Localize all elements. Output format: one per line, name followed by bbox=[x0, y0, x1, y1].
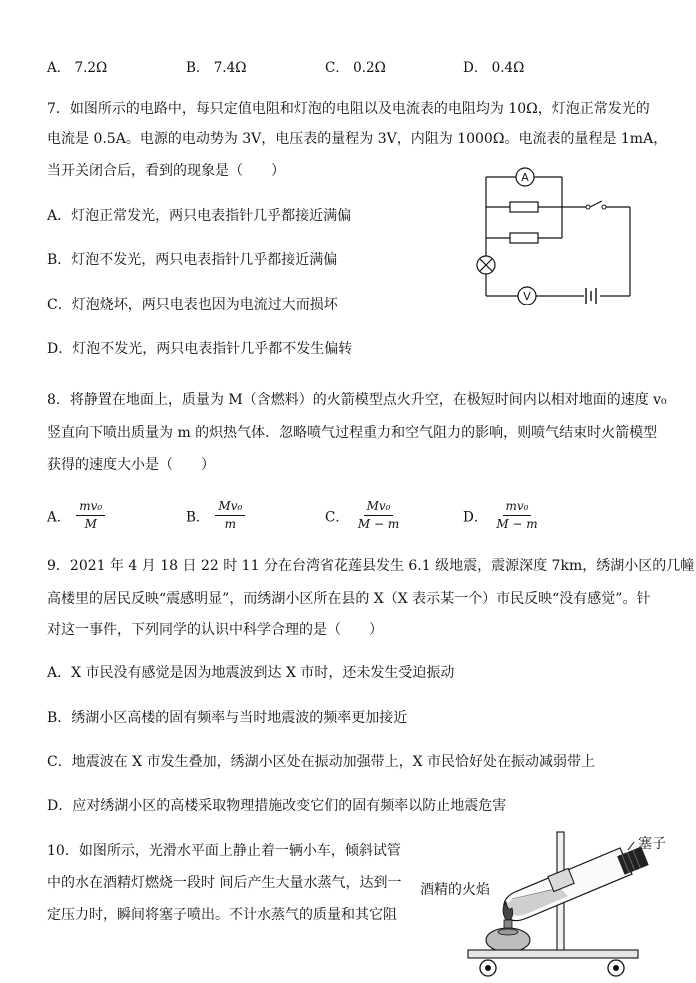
q9-option-d: D．应对绣湖小区的高楼采取物理措施改变它们的固有频率以防止地震危害 bbox=[47, 798, 507, 814]
q7-stem-line-2: 电流是 0.5A。电源的电动势为 3V，电压表的量程为 3V，内阻为 1000Ω。电流表的量程是 1mA， bbox=[47, 131, 668, 147]
q7-circuit-diagram bbox=[468, 160, 643, 305]
q8-option-b-numerator: Mv₀ bbox=[215, 499, 245, 516]
q10-stem-line-2: 中的水在酒精灯燃烧一段时 间后产生大量水蒸气，达到一 bbox=[47, 875, 402, 891]
q9-stem-line-3: 对这一事件，下列同学的认识中科学合理的是（ ） bbox=[47, 622, 383, 638]
q10-apparatus-diagram bbox=[420, 828, 690, 980]
q9-option-c: C．地震波在 X 市发生叠加，绣湖小区处在振动加强带上，X 市民恰好处在振动减弱带上 bbox=[47, 754, 595, 770]
voltmeter bbox=[518, 287, 536, 305]
q10-stem-line-1: 10．如图所示，光滑水平面上静止着一辆小车，倾斜试管 bbox=[47, 843, 401, 859]
q8-option-c-numerator: Mv₀ bbox=[364, 499, 394, 516]
q8-option-d-denominator: M − m bbox=[496, 517, 538, 531]
q8-stem-line-3: 获得的速度大小是（ ） bbox=[47, 457, 215, 473]
q8-option-b: B． $\frac{\text{Mv₀}}{m}$ bbox=[186, 499, 245, 532]
lamp-icon bbox=[477, 256, 495, 274]
q9-stem-line-1: 9．2021 年 4 月 18 日 22 时 11 分在台湾省花莲县发生 6.1 级地震，震源深度 7km，绣湖小区的几幢 bbox=[47, 558, 695, 574]
q9-stem-line-2: 高楼里的居民反映“震感明显”，而绣湖小区所在县的 X（X 表示某一个）市民反映“没有感觉”。针 bbox=[47, 591, 651, 607]
q8-option-c: C． $\frac{\text{Mv₀}}{M - m}$ bbox=[325, 499, 402, 532]
q6-option-c: C． 0.2Ω bbox=[325, 60, 386, 76]
q8-stem-line-1: 8．将静置在地面上，质量为 M（含燃料）的火箭模型点火升空，在极短时间内以相对地面的速度 v₀ bbox=[47, 392, 667, 408]
ammeter bbox=[516, 168, 534, 186]
cart bbox=[468, 950, 638, 976]
q7-stem-line-1: 7．如图所示的电路中，每只定值电阻和灯泡的电阻以及电流表的电阻均为 10Ω，灯泡正常发光的 bbox=[47, 101, 650, 117]
flame-label: 酒精的火焰 bbox=[420, 882, 490, 898]
ammeter-label: A bbox=[521, 171, 529, 184]
q8-option-d-numerator: mv₀ bbox=[503, 499, 532, 516]
q8-option-a-denominator: M bbox=[84, 517, 97, 531]
q6-option-a: A． 7.2Ω bbox=[47, 60, 108, 76]
q8-option-a-numerator: mv₀ bbox=[76, 499, 105, 516]
q10-stem-line-3: 定压力时，瞬间将塞子喷出。不计水蒸气的质量和其它阻 bbox=[47, 907, 397, 923]
q9-option-a: A．X 市民没有感觉是因为地震波到达 X 市时，还未发生受迫振动 bbox=[47, 665, 455, 681]
voltmeter-label: V bbox=[523, 290, 531, 303]
q8-option-d: D． $\frac{\text{mv₀}}{M - m}$ bbox=[463, 499, 541, 532]
q8-option-c-denominator: M − m bbox=[357, 517, 400, 531]
battery-icon bbox=[586, 288, 596, 304]
q8-option-a: A． $\frac{\text{mv₀}}{M}$ bbox=[47, 499, 105, 532]
q8-stem-line-2: 竖直向下喷出质量为 m 的炽热气体．忽略喷气过程重力和空气阻力的影响，则喷气结束时火箭模型 bbox=[47, 425, 658, 441]
q6-option-b: B． 7.4Ω bbox=[186, 60, 247, 76]
q8-option-b-denominator: m bbox=[224, 517, 237, 531]
q7-stem-line-3: 当开关闭合后，看到的现象是（ ） bbox=[47, 163, 285, 179]
stopper-label: 塞子 bbox=[638, 836, 666, 852]
q7-option-d: D．灯泡不发光，两只电表指针几乎都不发生偏转 bbox=[47, 341, 353, 357]
resistor-1 bbox=[510, 202, 538, 212]
q7-option-b: B．灯泡不发光，两只电表指针几乎都接近满偏 bbox=[47, 252, 338, 268]
resistor-2 bbox=[510, 233, 538, 243]
q7-option-c: C．灯泡烧坏，两只电表也因为电流过大而损坏 bbox=[47, 297, 338, 313]
q9-option-b: B．绣湖小区高楼的固有频率与当时地震波的频率更加接近 bbox=[47, 710, 408, 726]
q7-option-a: A．灯泡正常发光，两只电表指针几乎都接近满偏 bbox=[47, 208, 352, 224]
q6-option-d: D． 0.4Ω bbox=[463, 60, 525, 76]
